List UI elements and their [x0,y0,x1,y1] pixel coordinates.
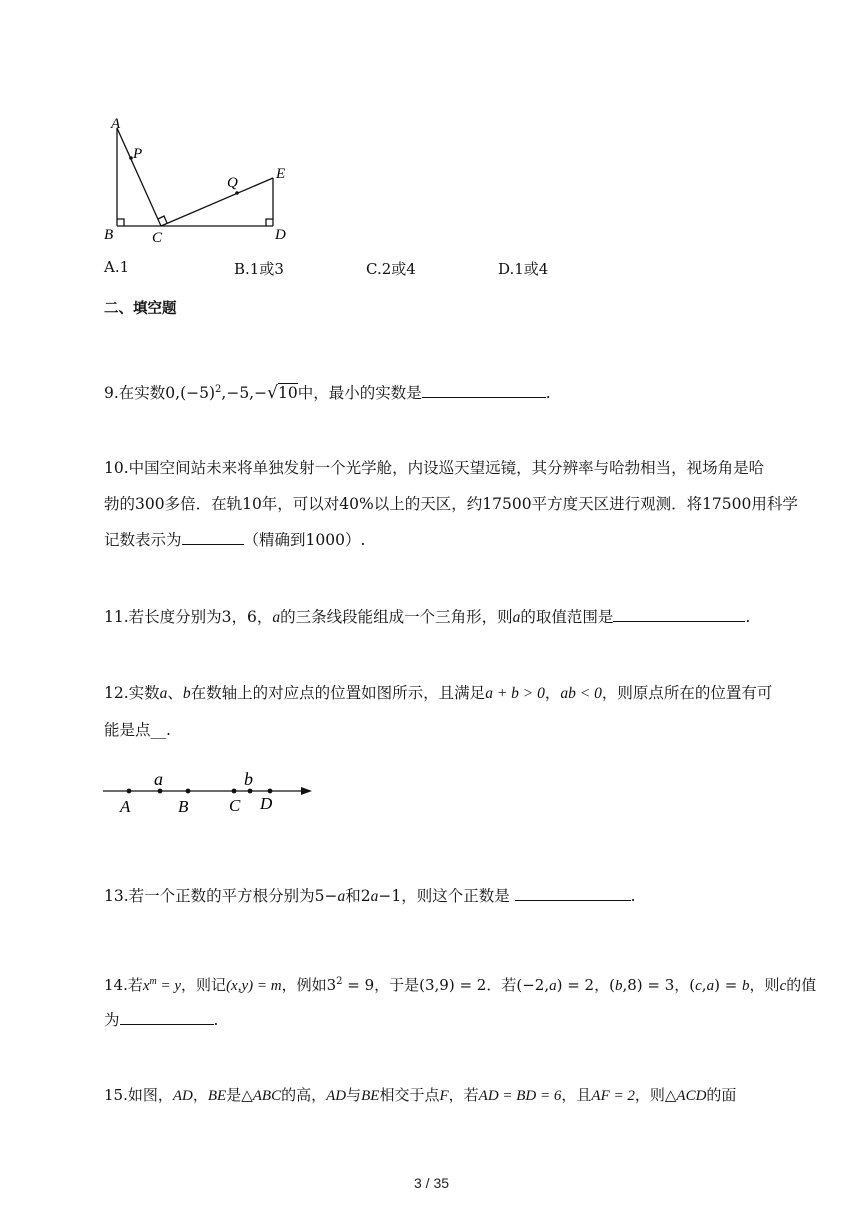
label-e: E [276,166,286,182]
q13-prefix: 13.若一个正数的平方根分别为5− [104,887,338,905]
q12-line1 [104,683,772,704]
q10-line3 [104,530,365,550]
q12-line2: 能是点__. [104,721,171,739]
nl-label-var-a: a [154,769,163,789]
q15-mid3: 与 [346,1086,362,1104]
q13-var1: a [337,888,346,905]
q14-sup2: 2 [336,976,343,987]
q14-mid5: ,8) = 3，( [622,976,696,994]
q12-var-b: b [182,685,191,702]
q13-var2: a [370,888,379,905]
q15-cond1: AD = BD = 6 [478,1088,562,1104]
q8-option-b: B.1或3 [234,260,284,278]
nl-label-d: D [260,794,273,813]
q14-mid4: ) = 2，( [556,976,615,994]
nl-label-a: A [120,797,131,816]
q14-x: x [142,978,150,994]
q14-mid3: = 9，于是(3,9) = 2．若(−2, [342,976,550,994]
q11-prefix: 11.若长度分别为3，6， [104,608,273,626]
q11-end: . [745,608,751,626]
point-a-upper-dot [127,789,132,794]
q14-end: . [213,1011,219,1029]
number-line-arrow-icon [301,787,312,795]
q15-suffix: 的面 [706,1086,737,1104]
q11-suffix: 的取值范围是 [520,608,614,626]
q9-sqrt-content: 10 [277,384,298,403]
segment-ce [161,178,273,226]
point-b-upper-dot [186,789,191,794]
q9-prefix: 9.在实数0,(−5) [104,384,216,403]
q12-suffix: ，则原点所在的位置有可 [601,684,773,702]
label-b: B [104,227,114,243]
q11-answer-blank[interactable] [613,607,745,622]
q14-a: a [549,978,557,994]
question-13 [104,886,636,907]
q14-c: c [695,978,702,994]
q10-line2: 勃的300多倍．在轨10年，可以对40%以上的天区，约17500平方度天区进行观测．将17500用科学 [104,495,798,513]
q14-suffix: 的值 [786,976,817,994]
question-15 [104,1085,736,1106]
q15-be: BE [207,1088,227,1104]
question-11 [104,607,750,628]
q14-line2-prefix: 为 [104,1011,120,1029]
q13-answer-blank[interactable] [515,886,631,901]
q15-ad: AD [172,1088,193,1104]
q8-option-a: A.1 [104,258,130,276]
q14-line2 [104,1010,218,1030]
label-c: C [152,230,163,244]
right-angle-b [117,219,124,226]
q15-mid6: ，且 [561,1086,592,1104]
q11-var-a2: a [512,609,521,626]
q12-cond2: ab < 0 [560,685,602,702]
q12-var-a: a [159,685,168,702]
q13-end: . [630,887,636,905]
q15-acd: ACD [676,1088,707,1104]
q8-option-d: D.1或4 [498,260,549,278]
label-p: P [133,146,143,162]
point-d-upper-dot [268,789,273,794]
q15-cond2: AF = 2 [591,1088,635,1104]
q14-b: b [614,978,623,994]
label-d: D [275,227,286,243]
page-number: 3 / 35 [414,1175,450,1191]
q15-mid4: 相交于点 [379,1086,440,1104]
q15-be2: BE [361,1088,380,1104]
q10-line1: 10.中国空间站未来将单独发射一个光学舱，内设巡天望远镜，其分辨率与哈勃相当，视场角是哈 [104,459,765,477]
q9-end: . [545,384,551,403]
q14-answer-blank[interactable] [120,1010,214,1025]
q15-comma: ， [192,1086,208,1104]
question-9 [104,380,551,403]
q15-ad2: AD [326,1088,347,1104]
nl-label-b: B [178,797,189,816]
q9-suffix: 中，最小的实数是 [297,384,422,403]
q12-sep: 、 [167,684,183,702]
q10-line3-suffix: （精确到1000）. [243,531,366,549]
q13-mid: 和2 [345,887,371,905]
q13-mid2: −1，则这个正数是 [378,887,510,905]
q15-mid2: 的高， [281,1086,327,1104]
q15-prefix: 15.如图， [104,1086,173,1104]
q9-sup: 2 [215,384,222,395]
q12-cond1: a + b > 0 [485,685,545,702]
section-title: 二、填空题 [104,301,177,317]
segment-ac [117,128,161,226]
point-c-upper-dot [232,789,237,794]
q15-abc: ABC [252,1088,282,1104]
q14-mid1: ，则记 [181,976,227,994]
q15-mid1: 是△ [226,1086,253,1104]
q9-mid: ,−5,− [221,384,268,403]
q9-sqrt: √10 [267,383,298,404]
q14-prefix: 14.若 [104,976,143,994]
q15-f: F [439,1088,449,1104]
q9-answer-blank[interactable] [422,383,546,398]
q8-option-c: C.2或4 [366,260,416,278]
q14-c2: c [779,978,787,994]
q14-mid6: ) = [714,976,743,994]
q12-prefix: 12.实数 [104,684,160,702]
q14-comma-a: , [701,976,707,994]
q10-answer-blank[interactable] [182,530,244,545]
q14-mid2: ，例如3 [281,976,337,994]
q14-expr1: (x,y) = m [226,978,282,994]
q15-mid5: ，若 [448,1086,479,1104]
number-line-figure [100,766,320,822]
q14-line1 [104,972,816,996]
label-q: Q [227,175,238,191]
q11-mid: 的三条线段能组成一个三角形，则 [280,608,513,626]
q14-b2: b [742,978,750,994]
q12-mid: 在数轴上的对应点的位置如图所示，且满足 [190,684,486,702]
q11-var-a: a [272,609,281,626]
q12-comma: ， [544,684,561,702]
point-var-b-dot [248,789,253,794]
q14-mid7: ，则 [749,976,780,994]
point-var-a-dot [158,789,163,794]
geometry-figure [95,108,305,244]
label-a: A [111,116,121,132]
q15-mid7: ，则△ [634,1086,677,1104]
q14-eq-y: = y [156,978,182,994]
q14-sup-m: m [149,976,157,987]
q10-line3-prefix: 记数表示为 [104,531,182,549]
nl-label-var-b: b [244,769,253,789]
point-q-dot [235,191,239,195]
q14-a2: a [706,978,715,994]
right-angle-d [266,219,273,226]
nl-label-c: C [229,796,241,815]
